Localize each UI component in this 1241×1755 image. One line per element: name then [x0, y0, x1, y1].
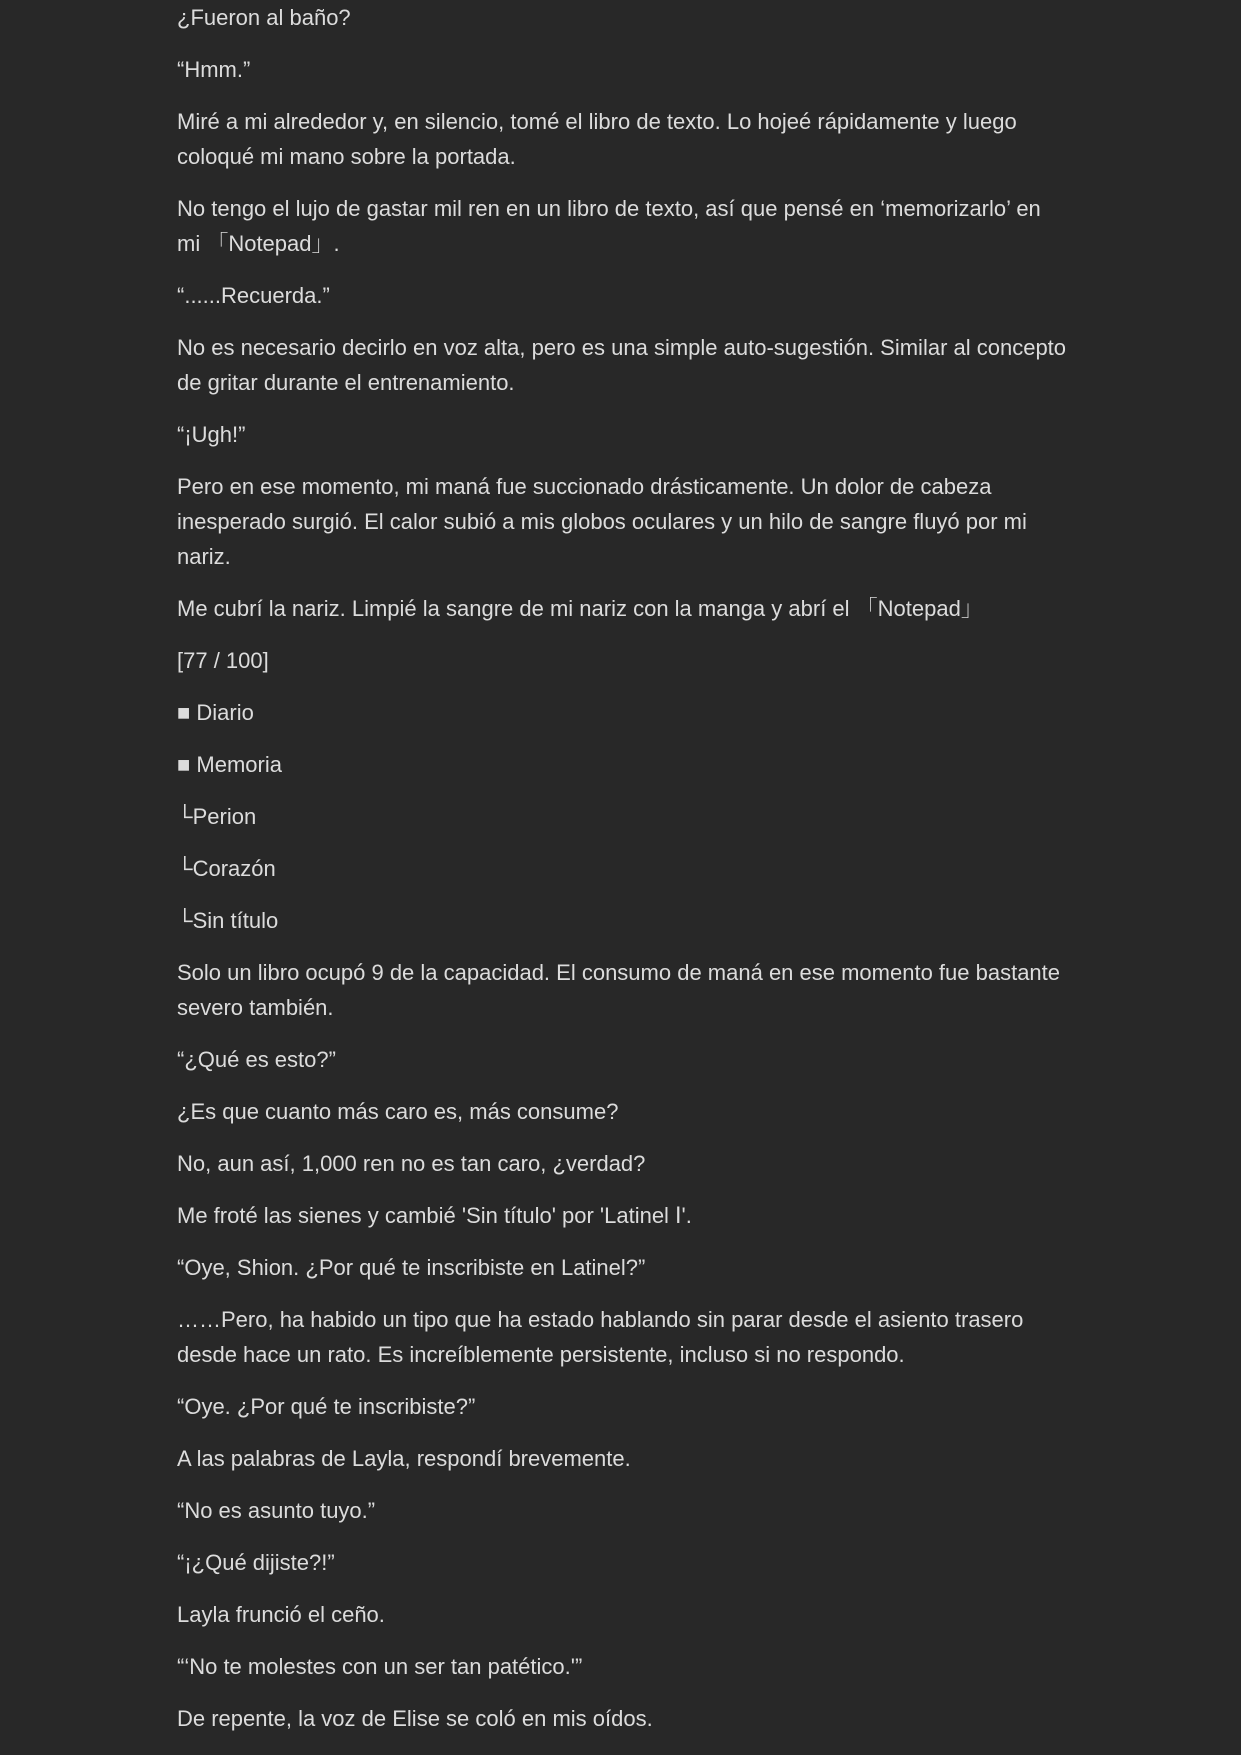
paragraph: “Oye. ¿Por qué te inscribiste?”: [177, 1394, 476, 1419]
paragraph: Layla frunció el ceño.: [177, 1602, 385, 1627]
paragraph: Pero en ese momento, mi maná fue succionado drásticamente. Un dolor de cabeza inesperado surgió. El calor subió a mis globos oculares y un hilo de sangre fluyó por mi nariz.: [177, 474, 1034, 569]
notepad-subitem-perion: └Perion: [177, 804, 257, 829]
paragraph: Me cubrí la nariz. Limpié la sangre de mi nariz con la manga y abrí el 「Notepad」: [177, 596, 983, 621]
notepad-capacity: [77 / 100]: [177, 648, 269, 673]
paragraph: “......Recuerda.”: [177, 283, 330, 308]
paragraph: Solo un libro ocupó 9 de la capacidad. El consumo de maná en ese momento fue bastante severo también.: [177, 960, 1067, 1020]
paragraph: No es necesario decirlo en voz alta, pero es una simple auto-sugestión. Similar al concepto de gritar durante el entrenamiento.: [177, 335, 1073, 395]
paragraph: “Oye, Shion. ¿Por qué te inscribiste en Latinel?”: [177, 1255, 646, 1280]
paragraph: “No es asunto tuyo.”: [177, 1498, 376, 1523]
paragraph: ¿Fueron al baño?: [177, 5, 351, 30]
reader-content: [177, 0, 1073, 1753]
paragraph: ¿Es que cuanto más caro es, más consume?: [177, 1099, 619, 1124]
notepad-item-diario: ■ Diario: [177, 700, 254, 725]
paragraph: No tengo el lujo de gastar mil ren en un libro de texto, así que pensé en ‘memorizarlo’ en mi 「Notepad」.: [177, 196, 1047, 256]
notepad-subitem-sin-titulo: └Sin título: [177, 908, 279, 933]
paragraph: “¡Ugh!”: [177, 422, 246, 447]
paragraph: Miré a mi alrededor y, en silencio, tomé el libro de texto. Lo hojeé rápidamente y luego coloqué mi mano sobre la portada.: [177, 109, 1023, 169]
paragraph: A las palabras de Layla, respondí brevemente.: [177, 1446, 631, 1471]
paragraph: No, aun así, 1,000 ren no es tan caro, ¿verdad?: [177, 1151, 646, 1176]
notepad-item-memoria: ■ Memoria: [177, 752, 282, 777]
paragraph: “¡¿Qué dijiste?!”: [177, 1550, 335, 1575]
paragraph: “‘No te molestes con un ser tan patético.'”: [177, 1654, 583, 1679]
paragraph: “Hmm.”: [177, 57, 251, 82]
paragraph: ……Pero, ha habido un tipo que ha estado hablando sin parar desde el asiento trasero desde hace un rato. Es increíblemente persistente, incluso si no respondo.: [177, 1307, 1030, 1367]
notepad-subitem-corazon: └Corazón: [177, 856, 276, 881]
paragraph: De repente, la voz de Elise se coló en mis oídos.: [177, 1706, 653, 1731]
paragraph: Me froté las sienes y cambié 'Sin título' por 'Latinel Ⅰ'.: [177, 1203, 692, 1228]
paragraph: “¿Qué es esto?”: [177, 1047, 336, 1072]
